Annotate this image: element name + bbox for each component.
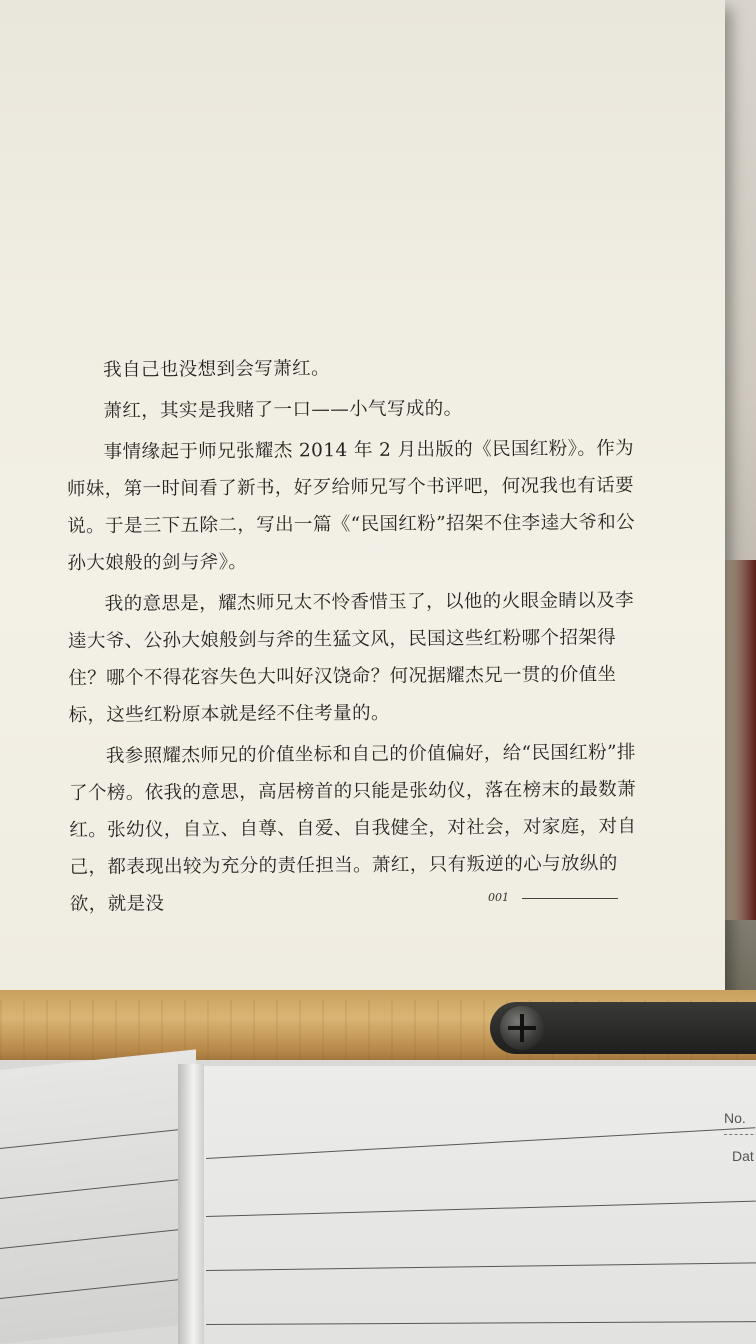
notebook-spine: [178, 1064, 204, 1344]
ruled-line: [0, 1177, 196, 1199]
screw-icon: [500, 1006, 544, 1050]
ruled-line: [206, 1201, 756, 1217]
notebook-date-label: Dat: [732, 1148, 754, 1164]
paragraph: 我参照耀杰师兄的价值坐标和自己的价值偏好，给“民国红粉”排了个榜。依我的意思，高居榜首的只能是张幼仪，落在榜末的最数萧红。张幼仪，自立、自尊、自爱、自我健全，对社会，对家庭，对自己，都表现出较为充分的责任担当。萧红，只有叛逆的心与放纵的欲，就是没: [69, 742, 637, 915]
ruled-line: [206, 1262, 756, 1271]
page-footer: [488, 888, 628, 908]
no-field-line: [724, 1134, 756, 1135]
ruled-line: [0, 1127, 196, 1149]
paragraph: 事情缘起于师兄张耀杰 2014 年 2 月出版的《民国红粉》。作为师妹，第一时间看了新书，好歹给师兄写个书评吧，何况我也有话要说。于是三下五除二，写出一篇《“民国红粉”招架不住李逵大爷和公孙大娘般的剑与斧》。: [66, 438, 636, 574]
notebook-left-page: [0, 1049, 196, 1344]
notebook-no-label: No.: [724, 1110, 746, 1126]
ruled-line: [206, 1321, 756, 1325]
paragraph: 我的意思是，耀杰师兄太不怜香惜玉了，以他的火眼金睛以及李逵大爷、公孙大娘般剑与斧的生猛文风，民国这些红粉哪个招架得住？哪个不得花容失色大叫好汉饶命？何况据耀杰兄一贯的价值坐标，这些红粉原本就是经不住考量的。: [67, 590, 635, 726]
paragraph: 我自己也没想到会写萧红。: [103, 358, 331, 381]
page-number: 001: [488, 891, 509, 904]
ruled-line: [0, 1277, 196, 1299]
ruled-line: [0, 1227, 196, 1249]
ruled-line: [206, 1127, 755, 1159]
paragraph: 萧红，其实是我赌了一口——小气写成的。: [103, 398, 463, 422]
notebook-right-page: [196, 1066, 756, 1344]
page-body: [66, 348, 640, 923]
footer-rule: [522, 898, 618, 899]
